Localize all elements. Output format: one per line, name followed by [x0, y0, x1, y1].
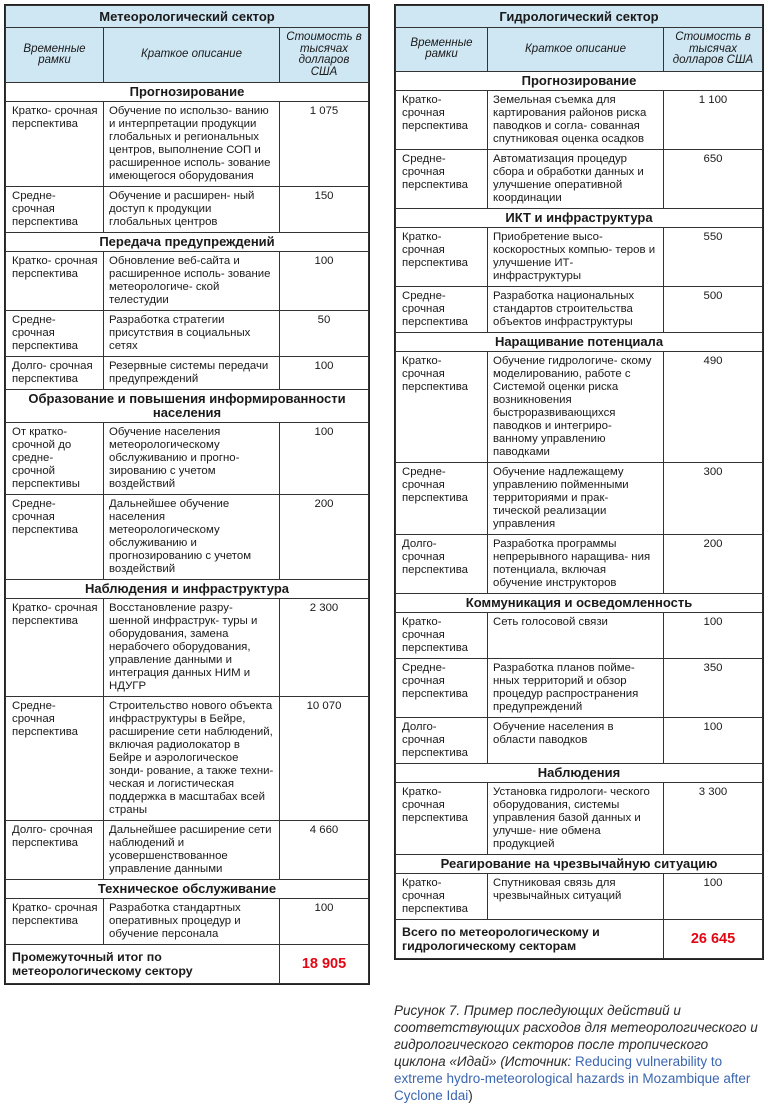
timeframe-cell: Кратко- срочная перспектива [396, 873, 488, 919]
timeframe-cell: Кратко- срочная перспектива [396, 782, 488, 854]
section-title: Реагирование на чрезвычайную ситуацию [396, 854, 763, 873]
hydrological-sector-table [394, 4, 764, 960]
timeframe-cell: Долго- срочная перспектива [396, 717, 488, 763]
table-row [396, 612, 763, 658]
section-header [396, 854, 763, 873]
table-row [396, 90, 763, 149]
cost-cell: 3 300 [664, 782, 763, 854]
cost-cell: 50 [280, 311, 369, 357]
table-row [396, 717, 763, 763]
description-cell: Дальнейшее обучение населения метеорологическому обслуживанию и прогнозированию с учетом воздействий [104, 495, 280, 580]
table-row [6, 311, 369, 357]
caption-close: ) [468, 1088, 473, 1103]
timeframe-cell: Кратко- срочная перспектива [6, 599, 104, 697]
section-header [6, 83, 369, 102]
table-row [396, 351, 763, 462]
table-row [6, 697, 369, 821]
cost-cell: 490 [664, 351, 763, 462]
section-title: ИКТ и инфраструктура [396, 208, 763, 227]
description-cell: Обучение гидрологиче- скому моделированию, работе с Системой оценки риска возникновения быстроразвивающихся паводков и интегриро- ванному управлению паводками [488, 351, 664, 462]
cost-cell: 100 [280, 423, 369, 495]
col-header-timeframe: Временные рамки [6, 28, 104, 83]
description-cell: Строительство нового объекта инфраструктуры в Бейре, расширение сети наблюдений, включая радиолокатор в Бейре и аэрологическое зонди- рование, а также техни- ческая и логистическая поддержка в масштабах всей страны [104, 697, 280, 821]
description-cell: Обучение и расширен- ный доступ к продукции глобальных центров [104, 187, 280, 233]
table-row [396, 873, 763, 919]
description-cell: Автоматизация процедур сбора и обработки данных и улучшение оперативной координации [488, 149, 664, 208]
description-cell: Разработка стратегии присутствия в социальных сетях [104, 311, 280, 357]
table-row [396, 658, 763, 717]
cost-cell: 100 [664, 717, 763, 763]
description-cell: Обновление веб-сайта и расширенное исполь- зование метеорологиче- ской телестудии [104, 252, 280, 311]
timeframe-cell: От кратко- срочной до средне- срочной перспективы [6, 423, 104, 495]
cost-cell: 200 [280, 495, 369, 580]
left-table-body [6, 6, 369, 83]
timeframe-cell: Кратко- срочная перспектива [396, 90, 488, 149]
section-title: Наблюдения и инфраструктура [6, 580, 369, 599]
meteorological-subtotal-value: 18 905 [280, 945, 369, 984]
cost-cell: 550 [664, 227, 763, 286]
cost-cell: 200 [664, 534, 763, 593]
timeframe-cell: Кратко- срочная перспектива [396, 612, 488, 658]
right-rows [396, 71, 763, 919]
description-cell: Обучение по использо- ванию и интерпретации продукции глобальных и региональных центров, выполнение СОП и расширенное исполь- зование имеющегося оборудования [104, 102, 280, 187]
timeframe-cell: Средне- срочная перспектива [396, 658, 488, 717]
description-cell: Обучение населения метеорологическому обслуживанию и прогно- зированию с учетом воздействий [104, 423, 280, 495]
caption-text: Рисунок 7. Пример последующих действий и соответствующих расходов для метеорологического и гидрологического секторов после тропического циклона «Идай» (Источник: [394, 1003, 758, 1069]
section-title: Наращивание потенциала [396, 332, 763, 351]
section-header [396, 332, 763, 351]
section-header [6, 580, 369, 599]
timeframe-cell: Кратко- срочная перспектива [6, 252, 104, 311]
description-cell: Установка гидрологи- ческого оборудования, системы управления базой данных и улучше- ние обмена продукцией [488, 782, 664, 854]
grand-total-label: Всего по метеорологическому и гидрологическому секторам [396, 919, 664, 958]
description-cell: Сеть голосовой связи [488, 612, 664, 658]
grand-total-value: 26 645 [664, 919, 763, 958]
section-title: Прогнозирование [6, 83, 369, 102]
col-header-description: Краткое описание [104, 28, 280, 83]
timeframe-cell: Средне- срочная перспектива [6, 311, 104, 357]
description-cell: Восстановление разру- шенной инфраструк- туры и оборудования, замена нерабочего оборудования, управление данными и интеграция данных НИМ и НДУГР [104, 599, 280, 697]
table-row [396, 534, 763, 593]
section-header [6, 233, 369, 252]
section-title: Коммуникация и осведомленность [396, 593, 763, 612]
table-row [6, 599, 369, 697]
description-cell: Дальнейшее расширение сети наблюдений и усовершенствованное управление данными [104, 821, 280, 880]
cost-cell: 1 100 [664, 90, 763, 149]
section-header [396, 763, 763, 782]
table-row [6, 357, 369, 390]
col-header-timeframe: Временные рамки [396, 28, 488, 72]
timeframe-cell: Средне- срочная перспектива [6, 697, 104, 821]
description-cell: Спутниковая связь для чрезвычайных ситуаций [488, 873, 664, 919]
section-title: Образование и повышения информированности населения [6, 390, 369, 423]
description-cell: Земельная съемка для картирования районов риска паводков и согла- сованная спутниковая оценка осадков [488, 90, 664, 149]
cost-cell: 300 [664, 462, 763, 534]
section-header [396, 71, 763, 90]
timeframe-cell: Средне- срочная перспектива [6, 187, 104, 233]
table-row [6, 252, 369, 311]
table-row [6, 187, 369, 233]
description-cell: Разработка планов пойме- нных территорий и обзор процедур распространения предупреждений [488, 658, 664, 717]
description-cell: Разработка стандартных оперативных процедур и обучение персонала [104, 899, 280, 945]
section-header [6, 880, 369, 899]
table-row [6, 423, 369, 495]
timeframe-cell: Долго- срочная перспектива [396, 534, 488, 593]
timeframe-cell: Средне- срочная перспектива [396, 462, 488, 534]
timeframe-cell: Кратко- срочная перспектива [396, 227, 488, 286]
meteorological-sector-title: Метеорологический сектор [6, 6, 369, 28]
description-cell: Обучение населения в области паводков [488, 717, 664, 763]
table-row [6, 899, 369, 945]
description-cell: Приобретение высо- коскоростных компью- теров и улучшение ИТ-инфраструктуры [488, 227, 664, 286]
cost-cell: 650 [664, 149, 763, 208]
cost-cell: 100 [280, 357, 369, 390]
cost-cell: 1 075 [280, 102, 369, 187]
section-title: Прогнозирование [396, 71, 763, 90]
table-row [396, 149, 763, 208]
table-row [396, 782, 763, 854]
cost-cell: 100 [664, 873, 763, 919]
cost-cell: 350 [664, 658, 763, 717]
section-header [6, 390, 369, 423]
col-header-cost: Стоимость в тысячах долларов США [664, 28, 763, 72]
cost-cell: 4 660 [280, 821, 369, 880]
left-rows [6, 83, 369, 945]
right-table-body [396, 6, 763, 72]
table-row [6, 102, 369, 187]
description-cell: Разработка национальных стандартов строительства объектов инфраструктуры [488, 286, 664, 332]
col-header-description: Краткое описание [488, 28, 664, 72]
timeframe-cell: Средне- срочная перспектива [396, 286, 488, 332]
meteorological-subtotal-label: Промежуточный итог по метеорологическому сектору [6, 945, 280, 984]
cost-cell: 150 [280, 187, 369, 233]
section-header [396, 208, 763, 227]
table-row [6, 495, 369, 580]
col-header-cost: Стоимость в тысячах долларов США [280, 28, 369, 83]
description-cell: Резервные системы передачи предупреждений [104, 357, 280, 390]
figure-caption [394, 1002, 762, 1104]
timeframe-cell: Долго- срочная перспектива [6, 821, 104, 880]
table-row [396, 462, 763, 534]
section-title: Наблюдения [396, 763, 763, 782]
table-row [396, 286, 763, 332]
section-header [396, 593, 763, 612]
caption-source-link[interactable]: Reducing vulnerability to extreme hydro-meteorological hazards in Mozambique after Cyclone Idai [394, 1054, 751, 1103]
cost-cell: 500 [664, 286, 763, 332]
section-title: Техническое обслуживание [6, 880, 369, 899]
timeframe-cell: Кратко- срочная перспектива [6, 899, 104, 945]
timeframe-cell: Кратко- срочная перспектива [6, 102, 104, 187]
cost-cell: 10 070 [280, 697, 369, 821]
section-title: Передача предупреждений [6, 233, 369, 252]
table-row [396, 227, 763, 286]
cost-cell: 2 300 [280, 599, 369, 697]
timeframe-cell: Средне- срочная перспектива [396, 149, 488, 208]
meteorological-sector-table [4, 4, 370, 985]
cost-cell: 100 [280, 899, 369, 945]
table-row [6, 821, 369, 880]
timeframe-cell: Долго- срочная перспектива [6, 357, 104, 390]
description-cell: Разработка программы непрерывного наращива- ния потенциала, включая обучение инструкторов [488, 534, 664, 593]
timeframe-cell: Средне- срочная перспектива [6, 495, 104, 580]
hydrological-sector-title: Гидрологический сектор [396, 6, 763, 28]
cost-cell: 100 [280, 252, 369, 311]
timeframe-cell: Кратко- срочная перспектива [396, 351, 488, 462]
description-cell: Обучение надлежащему управлению пойменными территориями и прак- тической реализации управления [488, 462, 664, 534]
cost-cell: 100 [664, 612, 763, 658]
